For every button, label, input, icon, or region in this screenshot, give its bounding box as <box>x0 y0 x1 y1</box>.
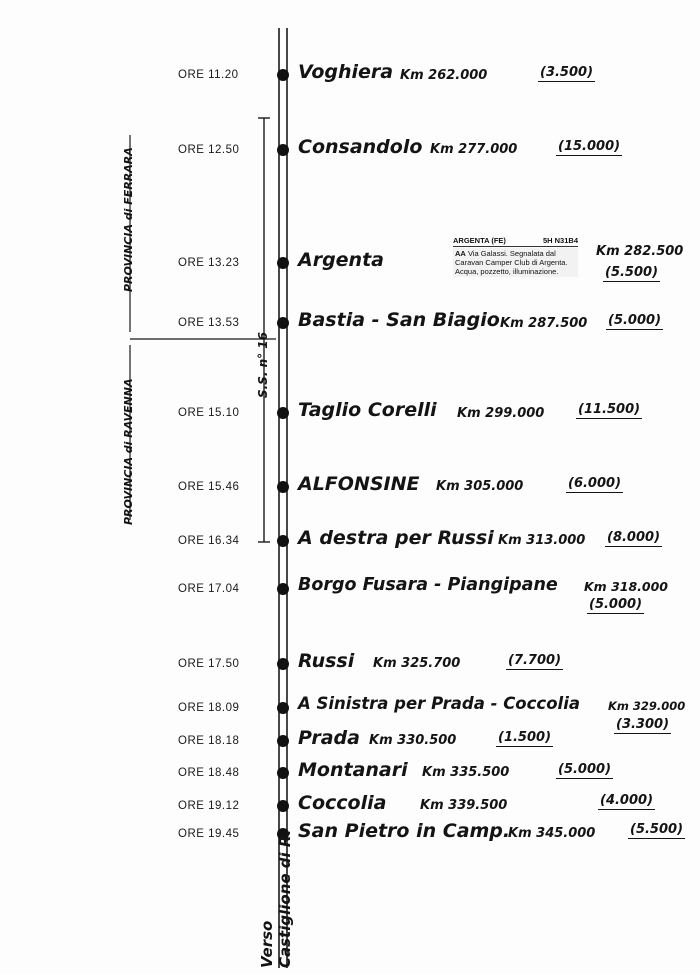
stop-dot <box>277 317 289 329</box>
stop-name: San Pietro in Camp. <box>298 820 511 842</box>
stop-name: Taglio Corelli <box>298 399 437 421</box>
stop-dot <box>277 658 289 670</box>
stop-km: Km 305.000 <box>436 479 524 494</box>
stop-distance: ( 1.500 ) <box>496 730 553 747</box>
stop-km: Km 329.000 <box>608 699 686 713</box>
stop-time: ORE 19.45 <box>178 828 240 840</box>
direction-label <box>258 830 294 968</box>
stop-name: Voghiera <box>298 61 394 83</box>
stop-dot <box>277 583 289 595</box>
stop-name: Coccolia <box>298 792 387 814</box>
stop-name: ALFONSINE <box>298 473 420 495</box>
stop-dot <box>277 767 289 779</box>
stop-time: ORE 13.53 <box>178 317 240 329</box>
stop-km: Km 287.500 <box>500 316 588 331</box>
stop-time: ORE 15.46 <box>178 481 240 493</box>
stop-distance: ( 5.500 ) <box>603 265 660 282</box>
stop-name: A Sinistra per Prada - Coccolia <box>298 694 580 713</box>
stop-time: ORE 19.12 <box>178 800 240 812</box>
province-ravenna-label: PROVINCIA di RAVENNA <box>122 378 135 525</box>
stop-dot <box>277 144 289 156</box>
stop-distance: ( 5.000 ) <box>556 762 613 779</box>
stop-dot <box>277 69 289 81</box>
stop-dot <box>277 257 289 269</box>
stop-km: Km 282.500 <box>596 244 684 259</box>
campsite-clipping <box>453 236 578 290</box>
stop-km: Km 330.500 <box>369 733 457 748</box>
stop-name: Bastia - San Biagio <box>298 309 500 331</box>
province-ferrara-label: PROVINCIA di FERRARA <box>122 147 135 292</box>
stop-dot <box>277 535 289 547</box>
stop-km: Km 335.500 <box>422 765 510 780</box>
stop-time: ORE 12.50 <box>178 144 240 156</box>
stop-time: ORE 15.10 <box>178 407 240 419</box>
stop-time: ORE 18.09 <box>178 702 240 714</box>
stop-distance: ( 7.700 ) <box>506 653 563 670</box>
stop-distance: ( 5.500 ) <box>628 822 685 839</box>
stop-time: ORE 13.23 <box>178 257 240 269</box>
stop-km: Km 339.500 <box>420 798 508 813</box>
clipping-text: Via Galassi. Segnalata dal Caravan Camper Club di Argenta. Acqua, pozzetto, illuminazione. <box>455 249 568 276</box>
stop-dot <box>277 702 289 714</box>
stop-name: Borgo Fusara - Piangipane <box>298 575 558 595</box>
stop-distance: ( 8.000 ) <box>605 530 662 547</box>
stop-name: Consandolo <box>298 136 423 158</box>
stop-name: Montanari <box>298 759 408 781</box>
stop-time: ORE 11.20 <box>178 69 239 81</box>
stop-distance: ( 15.000 ) <box>556 139 622 156</box>
clipping-title: ARGENTA (FE) <box>453 236 506 245</box>
stop-dot <box>277 407 289 419</box>
direction-line-2: Castiglione di R. <box>276 829 294 968</box>
stop-name: Prada <box>298 727 360 749</box>
stop-distance: ( 3.500 ) <box>538 65 595 82</box>
stop-km: Km 313.000 <box>498 533 586 548</box>
stop-km: Km 277.000 <box>430 142 518 157</box>
stop-distance: ( 11.500 ) <box>576 402 642 419</box>
stop-km: Km 299.000 <box>457 406 545 421</box>
stop-name: A destra per Russi <box>298 527 494 549</box>
direction-line-1: Verso <box>258 920 276 968</box>
stop-distance: ( 6.000 ) <box>566 476 623 493</box>
stop-time: ORE 17.04 <box>178 583 240 595</box>
stop-distance: ( 3.300 ) <box>614 717 671 734</box>
stop-km: Km 345.000 <box>508 826 596 841</box>
stop-distance: ( 5.000 ) <box>606 313 663 330</box>
stop-distance: ( 4.000 ) <box>598 793 655 810</box>
stop-km: Km 318.000 <box>584 579 668 594</box>
stop-time: ORE 18.18 <box>178 735 240 747</box>
clipping-lead: AA <box>455 249 466 258</box>
stop-time: ORE 16.34 <box>178 535 240 547</box>
stop-dot <box>277 481 289 493</box>
stop-name: Russi <box>298 650 355 672</box>
stop-time: ORE 17.50 <box>178 658 240 670</box>
clipping-code: 5H N31B4 <box>542 236 578 245</box>
stop-time: ORE 18.48 <box>178 767 240 779</box>
stop-km: Km 325.700 <box>373 656 461 671</box>
stop-dot <box>277 735 289 747</box>
road-number-label: S.S. n° 16 <box>256 332 270 398</box>
stop-km: Km 262.000 <box>400 68 488 83</box>
stop-distance: ( 5.000 ) <box>587 597 644 614</box>
stop-name: Argenta <box>298 249 384 271</box>
stop-dot <box>277 800 289 812</box>
